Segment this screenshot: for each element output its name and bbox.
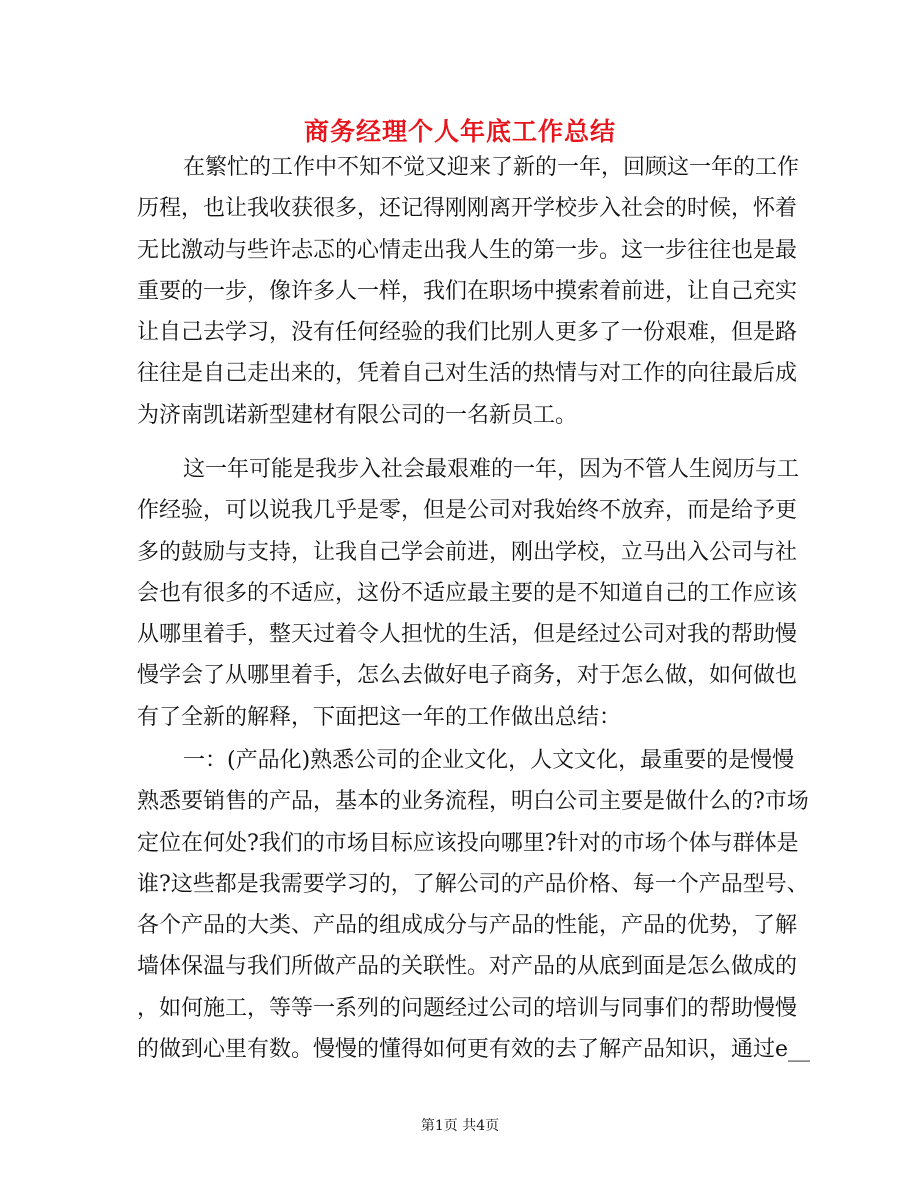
text-line: 各个产品的大类、产品的组成成分与产品的性能，产品的优势，了解 xyxy=(137,913,798,938)
text-line: 从哪里着手，整天过着令人担忧的生活，但是经过公司对我的帮助慢 xyxy=(137,622,798,647)
text-line: 的做到心里有数。慢慢的懂得如何更有效的去了解产品知识，通过e__ xyxy=(137,1037,811,1062)
text-line: 历程，也让我收获很多，还记得刚刚离开学校步入社会的时候，怀着 xyxy=(137,196,798,221)
page-number: 第1页 共4页 xyxy=(420,1118,500,1134)
text-line: 为济南凯诺新型建材有限公司的一名新员工。 xyxy=(137,403,578,428)
text-line: 会也有很多的不适应，这份不适应最主要的是不知道自己的工作应该 xyxy=(137,581,798,606)
text-line: 往往是自己走出来的，凭着自己对生活的热情与对工作的向往最后成 xyxy=(137,361,798,386)
text-line: 一：(产品化)熟悉公司的企业文化，人文文化，最重要的是慢慢 xyxy=(183,748,795,773)
text-line: 墙体保温与我们所做产品的关联性。对产品的从底到面是怎么做成的 xyxy=(137,954,798,979)
text-line: 在繁忙的工作中不知不觉又迎来了新的一年，回顾这一年的工作 xyxy=(183,155,800,180)
text-line: 谁?这些都是我需要学习的，了解公司的产品价格、每一个产品型号、 xyxy=(137,872,809,897)
text-line: 作经验，可以说我几乎是零，但是公司对我始终不放弃，而是给予更 xyxy=(137,498,798,523)
text-line: 多的鼓励与支持，让我自己学会前进，刚出学校，立马出入公司与社 xyxy=(137,540,798,565)
text-line: 有了全新的解释，下面把这一年的工作做出总结： xyxy=(137,705,622,730)
text-line: ，如何施工，等等一系列的问题经过公司的培训与同事们的帮助慢慢 xyxy=(137,996,798,1021)
document-title: 商务经理个人年底工作总结 xyxy=(303,117,616,146)
text-line: 无比激动与些许忐忑的心情走出我人生的第一步。这一步往往也是最 xyxy=(137,238,798,263)
text-line: 重要的一步，像许多人一样，我们在职场中摸索着前进，让自己充实 xyxy=(137,279,798,304)
text-line: 熟悉要销售的产品，基本的业务流程，明白公司主要是做什么的?市场 xyxy=(137,789,809,814)
text-line: 慢学会了从哪里着手，怎么去做好电子商务，对于怎么做，如何做也 xyxy=(137,663,798,688)
text-line: 让自己去学习，没有任何经验的我们比别人更多了一份艰难，但是路 xyxy=(137,320,798,345)
text-line: 这一年可能是我步入社会最艰难的一年，因为不管人生阅历与工 xyxy=(183,457,800,482)
text-line: 定位在何处?我们的市场目标应该投向哪里?针对的市场个体与群体是 xyxy=(137,831,799,856)
